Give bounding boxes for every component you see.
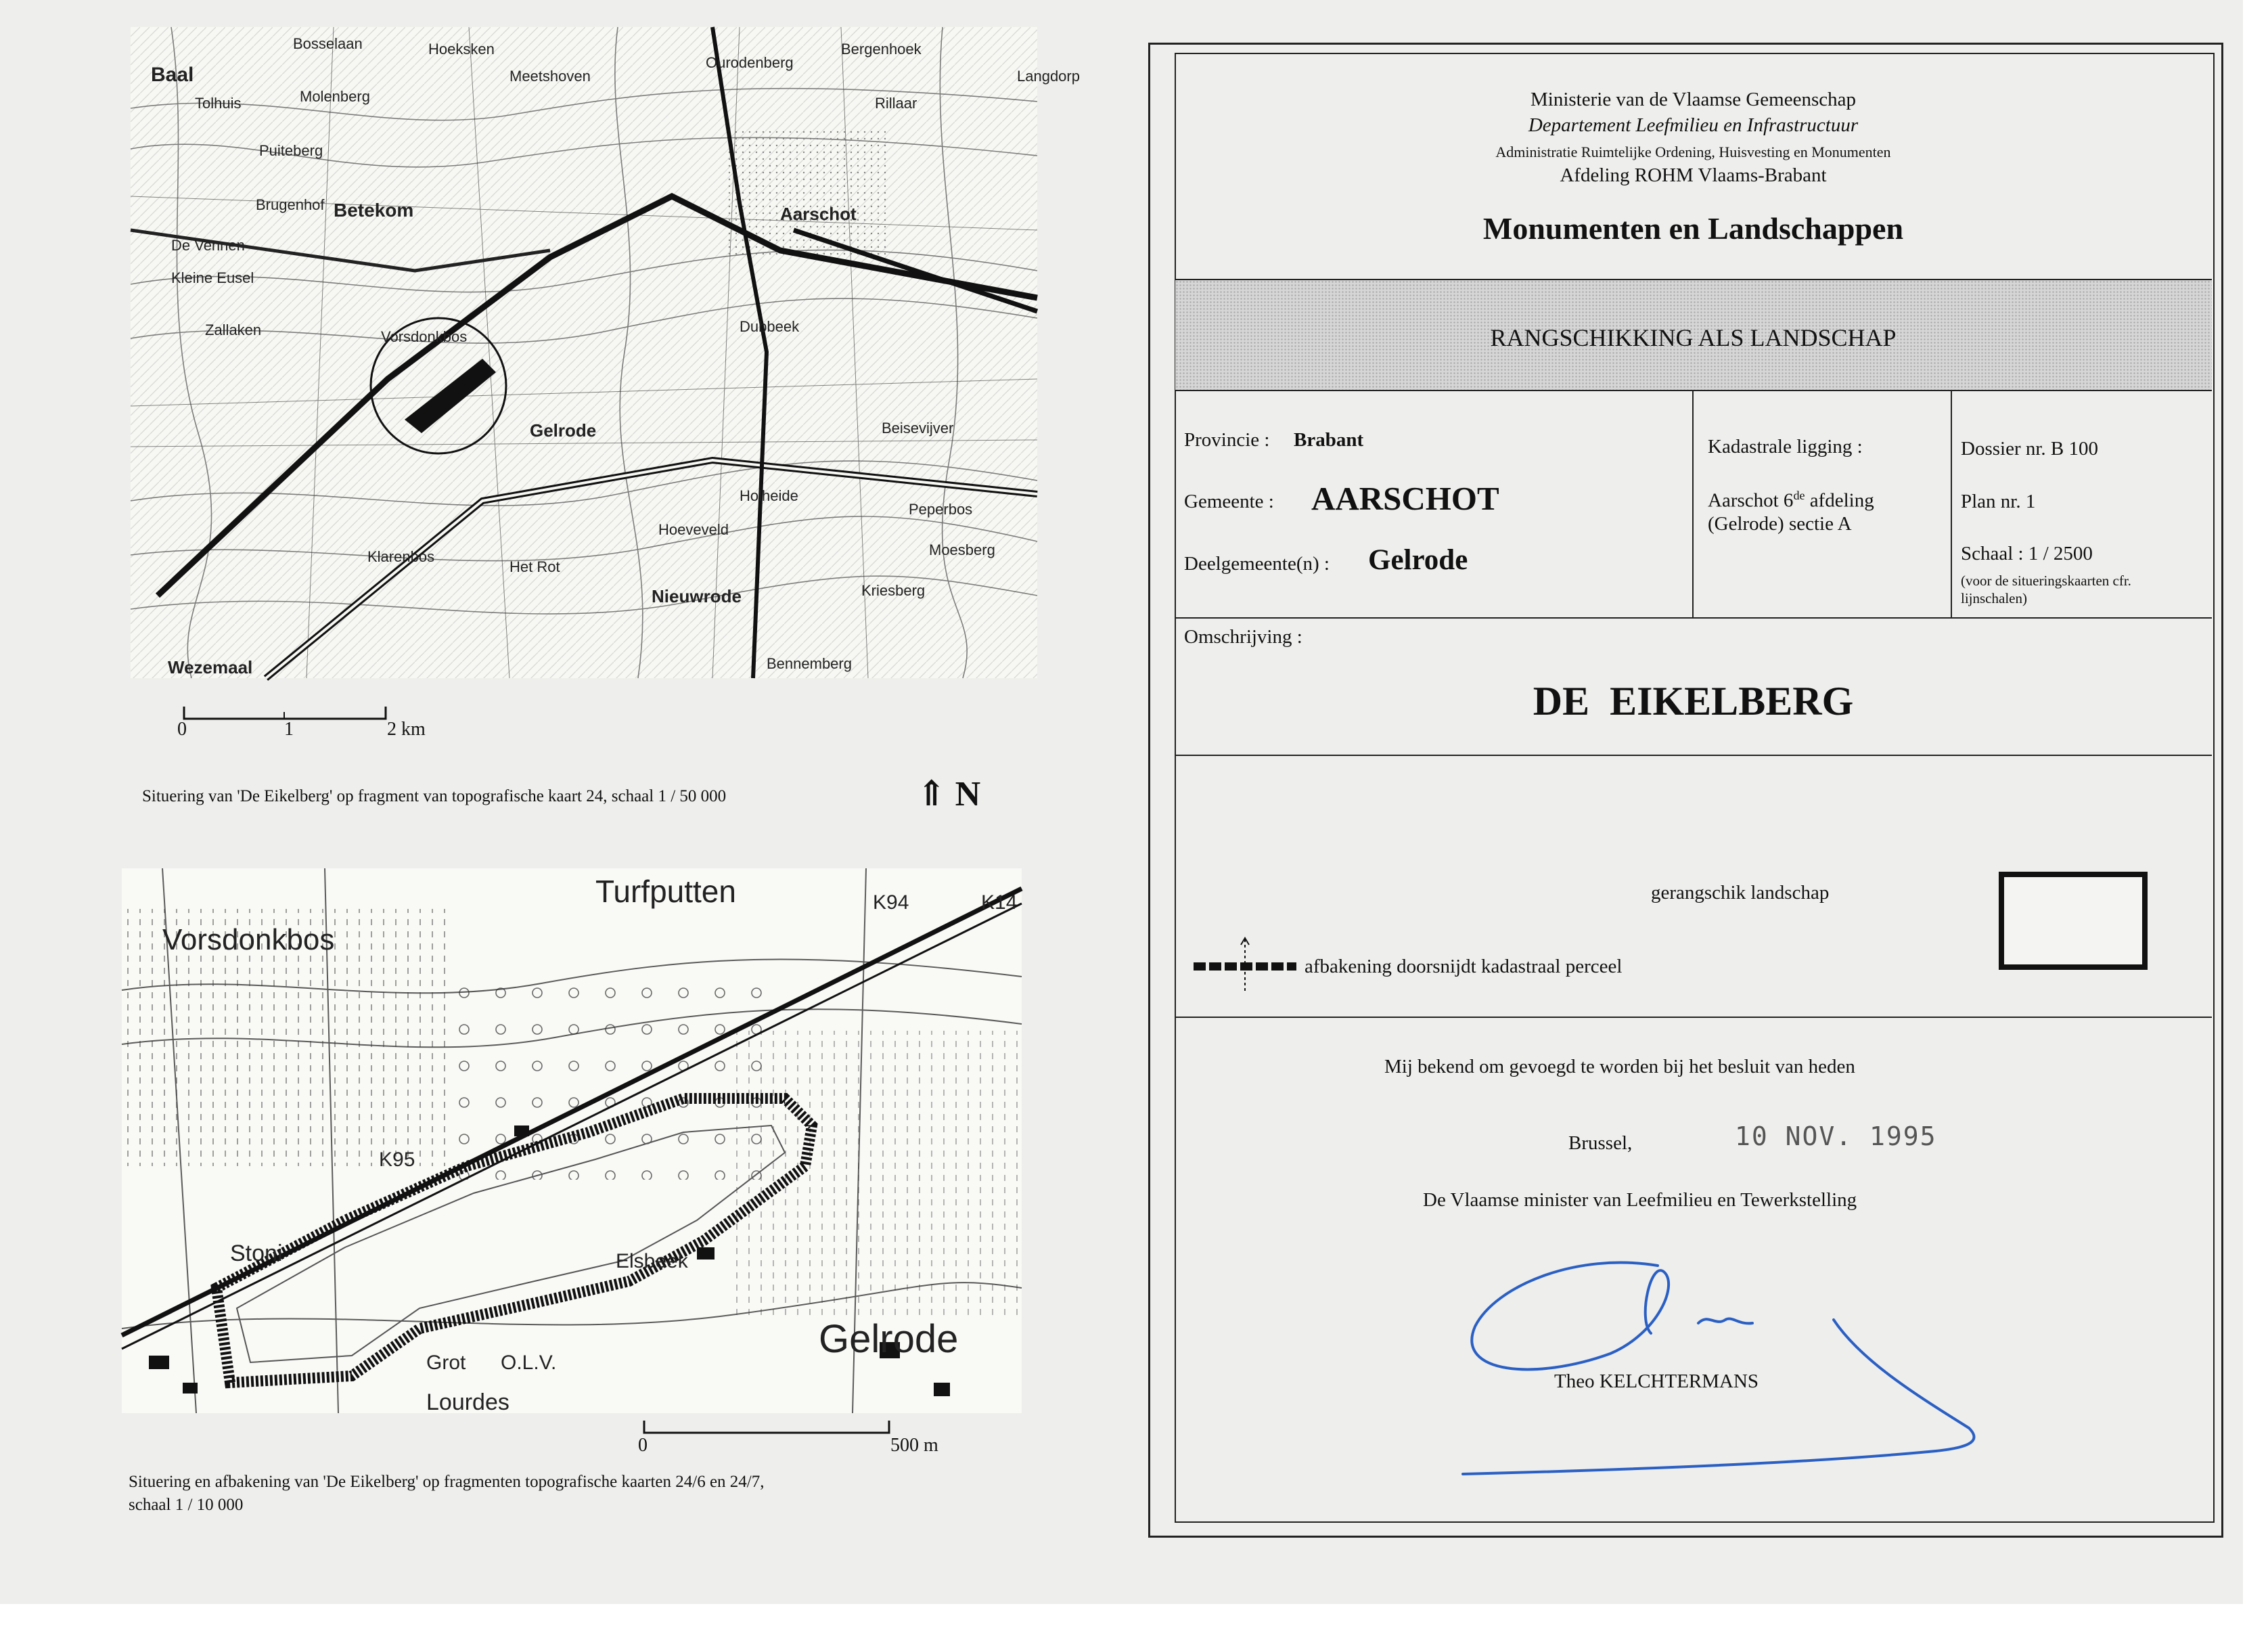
map-label: Gelrode (819, 1317, 959, 1361)
map-label: Bosselaan (293, 35, 363, 52)
map-label: Stoni (230, 1241, 283, 1266)
north-arrow: ⇑ N (917, 775, 981, 814)
map-label: Holheide (740, 487, 798, 504)
map-label: Klarenbos (367, 548, 435, 565)
provincie-value: Brabant (1294, 429, 1364, 451)
map-label: Dubbeek (740, 318, 800, 335)
map-label: Brugenhof (256, 196, 325, 213)
map-label: Hoeveveld (658, 521, 729, 538)
divider (1692, 390, 1694, 617)
scale-label: 2 km (387, 719, 426, 740)
topographic-map-1-10000 (122, 868, 1022, 1413)
divider (1175, 755, 2212, 756)
map-label: Puiteberg (259, 142, 323, 159)
map-label: Het Rot (509, 558, 560, 575)
minister-title: De Vlaamse minister van Leefmilieu en Tewerkstelling (1423, 1189, 1857, 1211)
topographic-map-1-50000 (131, 27, 1080, 678)
scale-value: Schaal : 1 / 2500 (1961, 543, 2093, 564)
scale-bar-top (183, 704, 406, 724)
map-label: K95 (379, 1149, 415, 1171)
decree-text: Mij bekend om gevoegd te worden bij het besluit van heden (1384, 1056, 1855, 1077)
handwritten-signature (1455, 1245, 1996, 1482)
map-label: Rillaar (875, 95, 917, 112)
map-label: Kriesberg (861, 582, 926, 599)
map-label: Vorsdonkbos (162, 923, 335, 956)
map-label: Zallaken (205, 321, 262, 338)
deelgemeente-label: Deelgemeente(n) : (1184, 553, 1330, 575)
scale-label: 1 (284, 719, 294, 740)
map-label: Molenberg (300, 88, 370, 105)
map-label: Wezemaal (168, 657, 253, 677)
legend-dashed-boundary-icon (1191, 934, 1299, 995)
map-label: Bennemberg (767, 655, 852, 672)
scale-bar-bottom (639, 1418, 903, 1438)
scale-label: 0 (638, 1435, 648, 1456)
kadastrale-label: Kadastrale ligging : (1708, 436, 1863, 458)
decree-place: Brussel, (1568, 1132, 1633, 1154)
divider (1175, 1017, 2212, 1018)
map-label: K94 (873, 891, 909, 914)
map-label: Grot (426, 1352, 466, 1374)
ministry-name: Ministerie van de Vlaamse Gemeenschap (1530, 89, 1857, 110)
scale-note-line2: lijnschalen) (1961, 590, 2027, 606)
divider (1175, 617, 2212, 619)
gemeente-label: Gemeente : (1184, 491, 1274, 512)
omschrijving-label: Omschrijving : (1184, 626, 1302, 648)
division-name: Afdeling ROHM Vlaams-Brabant (1560, 164, 1827, 186)
scale-label: 500 m (890, 1435, 938, 1456)
map-label: Turfputten (595, 874, 736, 909)
legend-swatch-landscape (1999, 872, 2148, 970)
deelgemeente-value: Gelrode (1368, 544, 1468, 576)
map-caption-bottom-line1: Situering en afbakening van 'De Eikelberg' op fragmenten topografische kaarten 24/6 en 24/7, (129, 1473, 765, 1491)
scale-note-line1: (voor de situeringskaarten cfr. (1961, 573, 2131, 589)
map-label: Langdorp (1017, 68, 1080, 85)
classification-title: RANGSCHIKKING ALS LANDSCHAP (1490, 324, 1897, 351)
map-label: De Vennen (171, 237, 245, 254)
map-caption-bottom-line2: schaal 1 / 10 000 (129, 1496, 244, 1514)
map-label: Tolhuis (195, 95, 242, 112)
legend-item-landscape: gerangschik landschap (1651, 882, 1830, 904)
map-label: Bergenhoek (841, 41, 922, 58)
map-label: Betekom (334, 200, 414, 221)
department-name: Departement Leefmilieu en Infrastructuur (1528, 114, 1859, 136)
document-title: Monumenten en Landschappen (1482, 211, 1904, 246)
map-label: Kleine Eusel (171, 269, 254, 286)
map-label: Beisevijver (882, 420, 954, 437)
map-label: Ourodenberg (706, 54, 794, 71)
legend-item-boundary: afbakening doorsnijdt kadastraal perceel (1305, 956, 1623, 977)
kadastrale-line1: Aarschot 6de afdeling (1708, 489, 1874, 512)
plan-number: Plan nr. 1 (1961, 491, 2036, 512)
map-label: O.L.V. (501, 1352, 557, 1374)
kadastrale-line2: (Gelrode) sectie A (1708, 513, 1852, 535)
omschrijving-value: DE EIKELBERG (1533, 679, 1854, 723)
map-label: Peperbos (909, 501, 973, 518)
map-label: Moesberg (929, 541, 995, 558)
map-label: Nieuwrode (652, 586, 742, 606)
administration-name: Administratie Ruimtelijke Ordening, Huisvesting en Monumenten (1495, 143, 1891, 160)
map-label: K14 (981, 891, 1018, 914)
map-caption-top: Situering van 'De Eikelberg' op fragment van topografische kaart 24, schaal 1 / 50 000 (142, 787, 727, 805)
map-label: Elsbeek (616, 1250, 688, 1272)
map-label: Hoeksken (428, 41, 495, 58)
map-label: Baal (151, 64, 194, 86)
divider (1951, 390, 1952, 617)
signatory-name: Theo KELCHTERMANS (1554, 1370, 1759, 1392)
gemeente-value: AARSCHOT (1311, 480, 1499, 517)
scale-label: 0 (177, 719, 187, 740)
date-stamp: 10 NOV. 1995 (1735, 1121, 1937, 1151)
provincie-label: Provincie : (1184, 429, 1270, 451)
map-label: Gelrode (530, 420, 597, 441)
dossier-number: Dossier nr. B 100 (1961, 438, 2098, 460)
map-label: Aarschot (780, 204, 857, 224)
map-label: Meetshoven (509, 68, 591, 85)
map-label: Lourdes (426, 1389, 509, 1415)
map-label: Vorsdonkbos (381, 328, 468, 345)
